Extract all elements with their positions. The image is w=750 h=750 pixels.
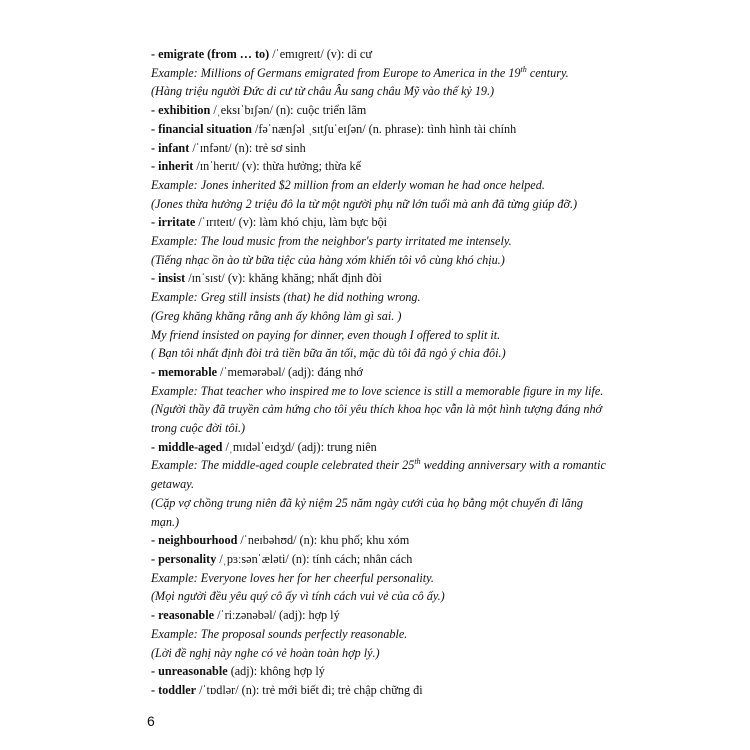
example-translation: (Jones thừa hưởng 2 triệu đô la từ một người phụ nữ lớn tuổi mà anh đã từng giúp đỡ.) — [151, 196, 578, 211]
definition: /ˌpɜːsənˈæləti/ (n): tính cách; nhân cách — [216, 551, 413, 566]
example-translation: ( Bạn tôi nhất định đòi trả tiền bữa ăn tối, mặc dù tôi đã ngỏ ý chia đôi.) — [151, 346, 506, 361]
headword: - personality — [151, 551, 217, 566]
example-sentence: Example: Everyone loves her for her cheerful personality. — [151, 570, 434, 585]
headword: - neighbourhood — [151, 533, 238, 548]
entry-infant — [151, 139, 611, 158]
example-sentence: Example: Greg still insists (that) he did nothing wrong. — [151, 290, 421, 305]
definition: /ˈemɪɡreɪt/ (v): di cư — [269, 47, 372, 61]
example-text-tail: century. — [526, 65, 569, 80]
example-sentence: Example: Jones inherited $2 million from an elderly woman he had once helped. — [151, 177, 545, 192]
definition: /ˈneɪbəhʊd/ (n): khu phố; khu xóm — [237, 533, 410, 548]
headword: - exhibition — [151, 103, 211, 118]
entry-unreasonable — [151, 662, 611, 681]
definition: (adj): không hợp lý — [227, 664, 325, 679]
example-sentence: My friend insisted on paying for dinner, even though I offered to split it. — [151, 327, 501, 342]
entry-personality — [151, 550, 611, 569]
example-text: Example: Millions of Germans emigrated from Europe to America in the 19 — [151, 65, 521, 80]
entry-emigrate — [151, 45, 611, 64]
headword: - irritate — [151, 215, 196, 230]
entry-toddler — [151, 681, 611, 700]
definition: /ˈɪrɪteɪt/ (v): làm khó chịu, làm bực bội — [195, 215, 388, 230]
example-sentence — [151, 64, 611, 83]
definition: /ɪnˈherɪt/ (v): thừa hưởng; thừa kế — [193, 159, 362, 174]
entry-insist — [151, 269, 611, 288]
example-translation: (Người thầy đã truyền cảm hứng cho tôi yêu thích khoa học vẫn là một hình tượng đáng nhớ trong cuộc đời tôi.) — [151, 402, 603, 436]
example-text: Example: The middle-aged couple celebrated their 25 — [151, 458, 415, 473]
headword: - toddler — [151, 682, 197, 697]
headword: - inherit — [151, 159, 194, 174]
entry-financial-situation — [151, 120, 611, 139]
page-number: 6 — [147, 713, 155, 729]
example-sentence: Example: That teacher who inspired me to love science is still a memorable figure in my life. — [151, 383, 604, 398]
definition: /ɪnˈsɪst/ (v): khăng khăng; nhất định đòi — [185, 271, 382, 286]
example-sentence: Example: The proposal sounds perfectly reasonable. — [151, 626, 408, 641]
headword: - middle-aged — [151, 439, 223, 454]
headword: - financial situation — [151, 121, 252, 136]
example-text-tail: wedding anniversary with a romantic getaway. — [151, 458, 606, 492]
definition: /ˈmemərəbəl/ (adj): đáng nhớ — [217, 364, 363, 379]
example-translation: (Lời đề nghị này nghe có vẻ hoàn toàn hợp lý.) — [151, 645, 380, 660]
headword: - insist — [151, 271, 186, 286]
headword: - memorable — [151, 364, 217, 379]
headword: - infant — [151, 140, 190, 155]
example-translation: (Tiếng nhạc ồn ào từ bữa tiệc của hàng xóm khiến tôi vô cùng khó chịu.) — [151, 252, 505, 267]
superscript: th — [414, 457, 421, 467]
entry-middle-aged — [151, 438, 611, 457]
definition: /ˌmɪdəlˈeɪdʒd/ (adj): trung niên — [222, 439, 377, 454]
entry-inherit — [151, 157, 611, 176]
superscript: th — [520, 64, 527, 74]
definition: /ˌeksɪˈbɪʃən/ (n): cuộc triển lãm — [210, 103, 367, 118]
entry-memorable — [151, 363, 611, 382]
example-translation: (Mọi người đều yêu quý cô ấy vì tính cách vui vẻ của cô ấy.) — [151, 589, 445, 604]
headword: - emigrate (from … to) — [151, 47, 270, 61]
example-sentence: Example: The loud music from the neighbor's party irritated me intensely. — [151, 234, 512, 249]
example-translation: (Cặp vợ chồng trung niên đã kỷ niệm 25 năm ngày cưới của họ bằng một chuyến đi lãng mạn.) — [151, 495, 583, 529]
entry-reasonable — [151, 606, 611, 625]
definition: /ˈtɒdlər/ (n): trẻ mới biết đi; trẻ chập chững đi — [196, 682, 423, 697]
definition: /ˈɪnfənt/ (n): trẻ sơ sinh — [189, 140, 306, 155]
entry-neighbourhood — [151, 531, 611, 550]
example-sentence — [151, 456, 611, 493]
vocabulary-list — [151, 45, 611, 700]
definition: /ˈriːzənəbəl/ (adj): hợp lý — [214, 608, 340, 623]
example-translation: (Greg khăng khăng rằng anh ấy không làm gì sai. ) — [151, 308, 402, 323]
headword: - unreasonable — [151, 664, 228, 679]
headword: - reasonable — [151, 608, 215, 623]
definition: /fəˈnænʃəl ˌsɪtʃuˈeɪʃən/ (n. phrase): tình hình tài chính — [251, 121, 517, 136]
entry-exhibition — [151, 101, 611, 120]
example-translation: (Hàng triệu người Đức di cư từ châu Âu sang châu Mỹ vào thế kỷ 19.) — [151, 84, 495, 99]
entry-irritate — [151, 213, 611, 232]
